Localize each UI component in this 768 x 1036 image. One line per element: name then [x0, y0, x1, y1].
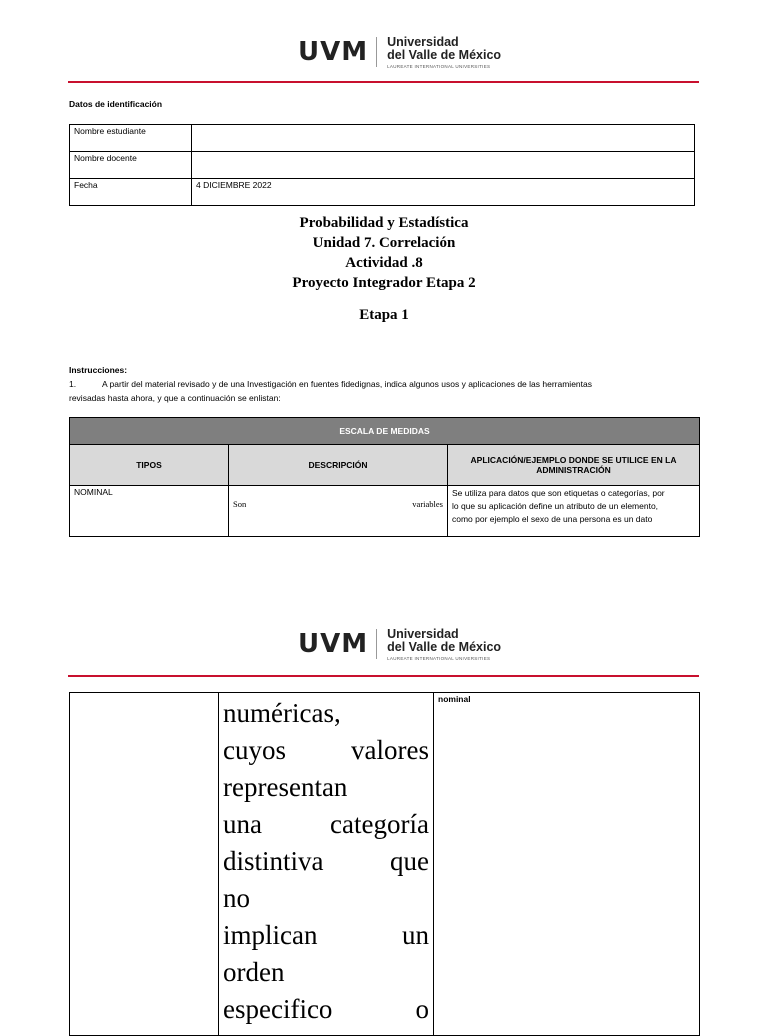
application-cell-continued: nominal [434, 693, 700, 1036]
application-line-2: lo que su aplicación define un atributo de un elemento, [452, 501, 659, 511]
measurement-scale-table-continued [69, 692, 700, 1036]
description-line: implican un [223, 920, 429, 950]
university-logo-page-2 [298, 626, 501, 662]
header-divider-page-2 [68, 675, 699, 677]
description-line: representan [223, 772, 348, 802]
instruction-number: 1. [69, 379, 77, 389]
header-divider [68, 81, 699, 83]
document-titles [0, 213, 768, 293]
type-cell-continued [70, 693, 219, 1036]
type-cell: NOMINAL [70, 486, 229, 537]
instructions-label: Instrucciones: [69, 365, 128, 375]
column-header-application: APLICACIÓN/EJEMPLO DONDE SE UTILICE EN LA ADMINISTRACIÓN [448, 445, 700, 486]
logo-line-2: del Valle de México [387, 639, 502, 654]
description-line: distintiva que [223, 846, 429, 876]
column-header-types: TIPOS [70, 445, 229, 486]
application-cell [448, 486, 700, 537]
description-line: no [223, 883, 250, 913]
table-row [70, 152, 695, 179]
description-line: numéricas, [223, 698, 341, 728]
project-title: Proyecto Integrador Etapa 2 [292, 275, 476, 291]
teacher-name-value[interactable] [192, 152, 695, 179]
date-label: Fecha [70, 179, 192, 206]
table-row [70, 693, 700, 1036]
course-title: Probabilidad y Estadística [299, 215, 469, 231]
logo-line-1: Universidad [387, 34, 459, 49]
column-header-description: DESCRIPCIÓN [229, 445, 448, 486]
logo-line-1: Universidad [387, 626, 459, 641]
activity-title: Actividad .8 [345, 255, 423, 271]
instructions [69, 363, 699, 405]
logo-abbreviation: UVM [298, 629, 369, 659]
logo-divider [376, 629, 377, 659]
table-row [70, 125, 695, 152]
table-row [70, 179, 695, 206]
stage-title: Etapa 1 [359, 307, 409, 323]
identification-table [69, 124, 695, 206]
student-name-label: Nombre estudiante [70, 125, 192, 152]
logo-line-3: LAUREATE INTERNATIONAL UNIVERSITIES [387, 655, 491, 661]
logo-divider [376, 37, 377, 67]
identification-label: Datos de identificación [69, 99, 163, 109]
instruction-text-line-1: A partir del material revisado y de una Investigación en fuentes fidedignas, indica algunos usos y aplicaciones de las herramientas [102, 379, 592, 389]
student-name-value[interactable] [192, 125, 695, 152]
description-line: especifico o [223, 994, 429, 1024]
teacher-name-label: Nombre docente [70, 152, 192, 179]
instruction-text-line-2: revisadas hasta ahora, y que a continuación se enlistan: [69, 393, 281, 403]
description-cell-continued [219, 693, 434, 1036]
logo-abbreviation: UVM [298, 37, 369, 67]
logo-line-3: LAUREATE INTERNATIONAL UNIVERSITIES [387, 63, 491, 69]
scale-table-title: ESCALA DE MEDIDAS [70, 418, 700, 445]
logo-line-2: del Valle de México [387, 47, 502, 62]
description-line: orden [223, 957, 285, 987]
description-cell: Son variables [229, 486, 448, 537]
measurement-scale-table [69, 417, 700, 537]
application-line-3: como por ejemplo el sexo de una persona es un dato [452, 514, 653, 524]
description-line: cuyos valores [223, 735, 429, 765]
description-line: una categoría [223, 809, 429, 839]
date-value[interactable]: 4 DICIEMBRE 2022 [192, 179, 695, 206]
university-logo [298, 34, 501, 70]
application-line-1: Se utiliza para datos que son etiquetas o categorías, por [452, 488, 665, 498]
table-row [70, 486, 700, 537]
unit-title: Unidad 7. Correlación [312, 235, 456, 251]
